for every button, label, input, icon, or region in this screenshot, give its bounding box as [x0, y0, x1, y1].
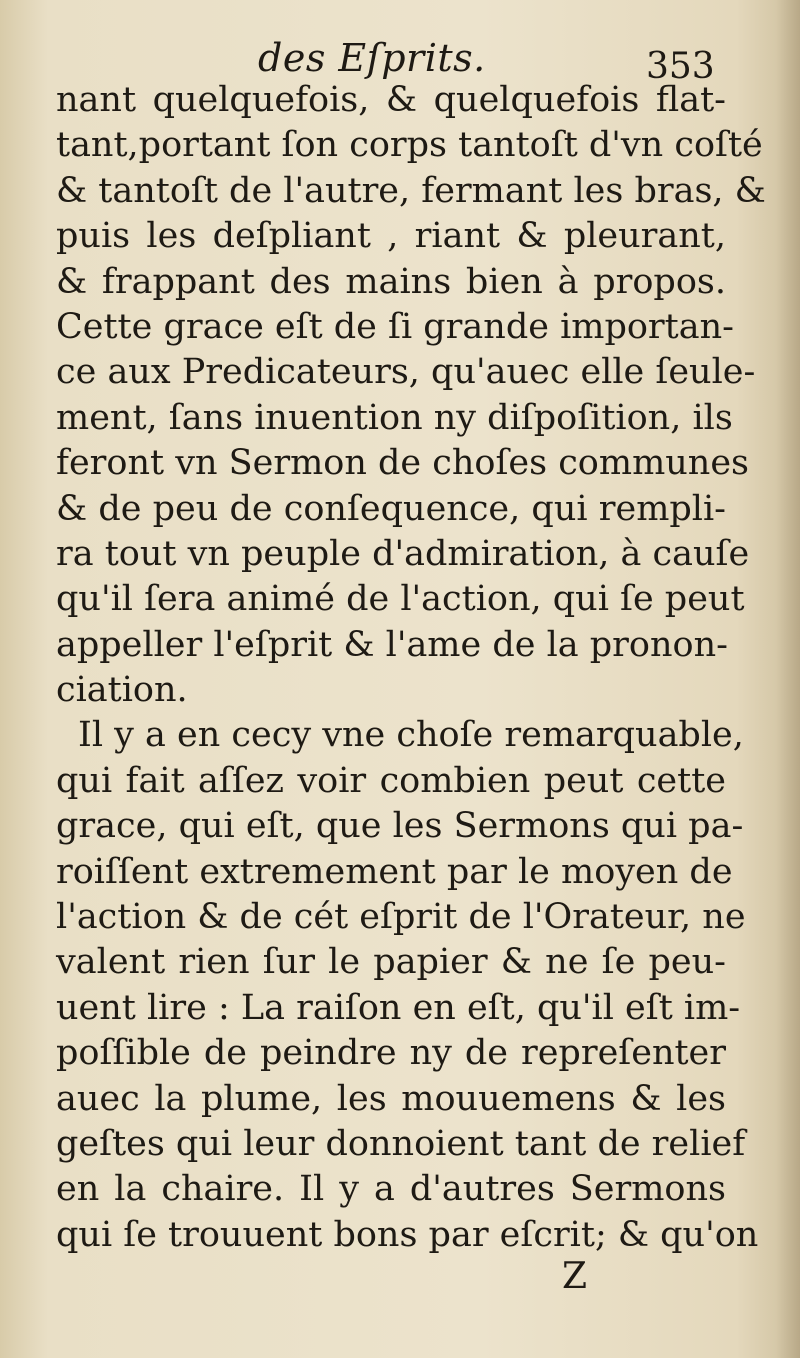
text-line: & frappant des mains bien à propos. [56, 261, 726, 302]
text-line: valent rien ſur le papier & ne ſe peu- [56, 942, 726, 983]
text-line: qui fait aſſez voir combien peut cette [56, 760, 726, 801]
body-text [56, 78, 766, 1258]
text-line: ciation. [56, 670, 188, 711]
text-line: uent lire : La raiſon en eſt, qu'il eſt im- [56, 987, 741, 1028]
catchword: Z [562, 1256, 588, 1297]
text-line: tant,portant ſon corps tantoſt d'vn coſté [56, 125, 763, 166]
text-line: auec la plume, les mouuemens & les [56, 1078, 726, 1119]
text-line: ce aux Predicateurs, qu'auec elle ſeule- [56, 352, 756, 393]
text-line: puis les deſpliant , riant & pleurant, [56, 216, 726, 257]
text-line: qu'il ſera animé de l'action, qui ſe peut [56, 579, 745, 620]
text-line: feront vn Sermon de choſes communes [56, 443, 750, 484]
text-line: & tantoſt de l'autre, fermant les bras, & [56, 170, 766, 211]
text-line: nant quelquefois, & quelquefois flat- [56, 80, 726, 120]
text-line: appeller l'eſprit & l'ame de la pronon- [56, 624, 728, 665]
page-edge-shadow [776, 0, 800, 1358]
text-line: qui ſe trouuent bons par eſcrit; & qu'on [56, 1214, 759, 1255]
running-head-title: des Eſprits. [258, 36, 486, 80]
text-line: roiſſent extremement par le moyen de [56, 851, 733, 892]
text-line: poſſible de peindre ny de repreſenter [56, 1033, 726, 1074]
text-line: en la chaire. Il y a d'autres Sermons [56, 1169, 726, 1210]
text-line: ment, ſans inuention ny diſpoſition, ils [56, 397, 733, 438]
text-line: Cette grace eſt de ſi grande importan- [56, 306, 734, 347]
text-line: & de peu de conſequence, qui rempli- [56, 488, 726, 529]
text-line: l'action & de cét eſprit de l'Orateur, ne [56, 897, 746, 938]
text-line: grace, qui eſt, que les Sermons qui pa- [56, 806, 744, 847]
text-line: ra tout vn peuple d'admiration, à cauſe [56, 533, 750, 574]
text-line: Il y a en cecy vne choſe remarquable, [78, 715, 744, 756]
page-number: 353 [646, 46, 715, 87]
text-line: geſtes qui leur donnoient tant de relief [56, 1123, 746, 1164]
